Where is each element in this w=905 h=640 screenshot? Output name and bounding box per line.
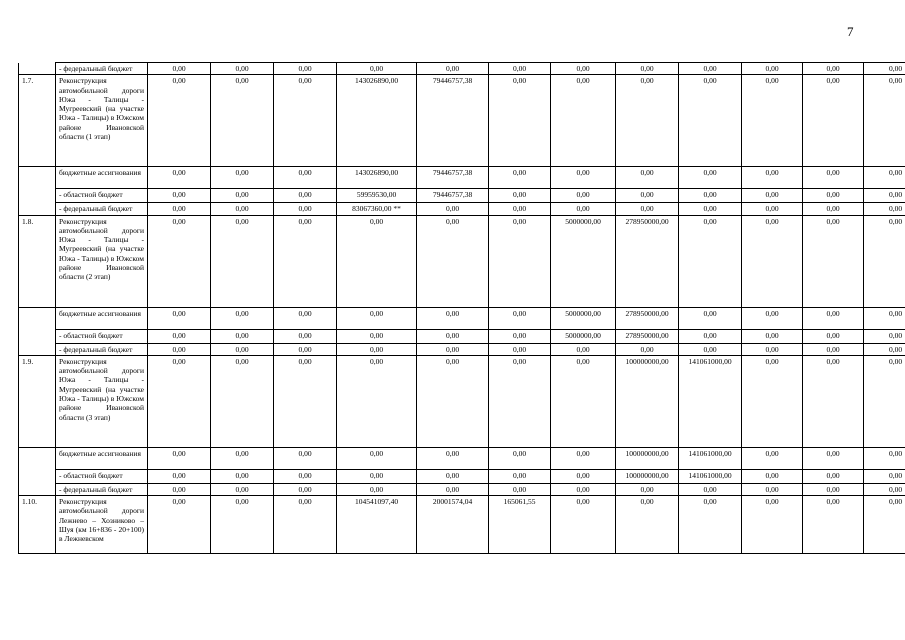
- value-cell: 0,00: [274, 496, 337, 554]
- value-cell: 0,00: [274, 75, 337, 167]
- value-cell: 0,00: [616, 483, 679, 495]
- value-cell: 0,00: [417, 329, 489, 343]
- value-cell: 0,00: [148, 307, 211, 329]
- value-cell: 0,00: [417, 203, 489, 215]
- value-cell: 59959530,00: [337, 189, 417, 203]
- table-row: [19, 203, 905, 215]
- row-index: 1.9.: [19, 355, 56, 447]
- value-cell: 0,00: [489, 189, 551, 203]
- value-cell: 0,00: [148, 75, 211, 167]
- value-cell: 0,00: [616, 75, 679, 167]
- value-cell: 0,00: [864, 329, 905, 343]
- value-cell: 0,00: [551, 167, 616, 189]
- value-cell: 0,00: [742, 355, 803, 447]
- table-row: [19, 189, 905, 203]
- value-cell: 0,00: [337, 483, 417, 495]
- value-cell: 0,00: [148, 496, 211, 554]
- row-label: - федеральный бюджет: [56, 343, 148, 355]
- value-cell: 0,00: [337, 329, 417, 343]
- value-cell: 0,00: [679, 63, 742, 75]
- value-cell: 0,00: [742, 496, 803, 554]
- value-cell: 0,00: [489, 447, 551, 469]
- row-index: [19, 63, 56, 75]
- row-index: [19, 189, 56, 203]
- row-index: [19, 167, 56, 189]
- value-cell: 0,00: [489, 215, 551, 307]
- value-cell: 0,00: [803, 483, 864, 495]
- value-cell: 0,00: [211, 483, 274, 495]
- value-cell: 0,00: [864, 63, 905, 75]
- row-label: Реконструкция автомобильной дороги Южа - Талицы - Мугреевский (на участке Южа - Талицы) в Южском районе Ивановской области (3 этап): [56, 355, 148, 447]
- row-index: [19, 203, 56, 215]
- value-cell: 0,00: [417, 343, 489, 355]
- value-cell: 0,00: [551, 343, 616, 355]
- value-cell: 0,00: [337, 343, 417, 355]
- value-cell: 0,00: [803, 343, 864, 355]
- value-cell: 0,00: [148, 355, 211, 447]
- value-cell: 0,00: [803, 203, 864, 215]
- row-label: Реконструкция автомобильной дороги Южа - Талицы - Мугреевский (на участке Южа - Талицы) в Южском районе Ивановской области (2 этап): [56, 215, 148, 307]
- value-cell: 0,00: [274, 469, 337, 483]
- table-row: [19, 447, 905, 469]
- value-cell: 0,00: [274, 483, 337, 495]
- value-cell: 0,00: [274, 203, 337, 215]
- value-cell: 0,00: [679, 483, 742, 495]
- value-cell: 0,00: [337, 447, 417, 469]
- value-cell: 143026890,00: [337, 75, 417, 167]
- value-cell: 0,00: [489, 343, 551, 355]
- value-cell: 0,00: [551, 355, 616, 447]
- value-cell: 0,00: [864, 447, 905, 469]
- row-index: [19, 329, 56, 343]
- value-cell: 0,00: [417, 307, 489, 329]
- table-row: [19, 215, 905, 307]
- value-cell: 0,00: [679, 75, 742, 167]
- value-cell: 0,00: [211, 307, 274, 329]
- value-cell: 0,00: [274, 307, 337, 329]
- value-cell: 0,00: [211, 343, 274, 355]
- row-label: - федеральный бюджет: [56, 203, 148, 215]
- value-cell: 0,00: [148, 343, 211, 355]
- value-cell: 0,00: [679, 203, 742, 215]
- value-cell: 0,00: [803, 167, 864, 189]
- value-cell: 0,00: [551, 203, 616, 215]
- value-cell: 5000000,00: [551, 329, 616, 343]
- value-cell: 0,00: [211, 189, 274, 203]
- row-index: [19, 447, 56, 469]
- value-cell: 0,00: [274, 355, 337, 447]
- value-cell: 0,00: [417, 447, 489, 469]
- value-cell: 0,00: [742, 343, 803, 355]
- value-cell: 0,00: [679, 215, 742, 307]
- value-cell: 0,00: [211, 329, 274, 343]
- value-cell: 0,00: [742, 63, 803, 75]
- value-cell: 0,00: [742, 483, 803, 495]
- value-cell: 0,00: [616, 189, 679, 203]
- value-cell: 0,00: [489, 329, 551, 343]
- value-cell: 100000000,00: [616, 447, 679, 469]
- value-cell: 0,00: [337, 307, 417, 329]
- value-cell: 0,00: [679, 167, 742, 189]
- value-cell: 79446757,38: [417, 75, 489, 167]
- value-cell: 83067360,00 **: [337, 203, 417, 215]
- value-cell: 0,00: [864, 75, 905, 167]
- value-cell: 0,00: [742, 75, 803, 167]
- value-cell: 5000000,00: [551, 215, 616, 307]
- value-cell: 0,00: [679, 329, 742, 343]
- value-cell: 0,00: [337, 215, 417, 307]
- value-cell: 0,00: [551, 469, 616, 483]
- value-cell: 278950000,00: [616, 329, 679, 343]
- value-cell: 0,00: [211, 355, 274, 447]
- budget-table: [18, 62, 905, 554]
- value-cell: 0,00: [864, 167, 905, 189]
- table-row: [19, 307, 905, 329]
- row-index: [19, 343, 56, 355]
- value-cell: 0,00: [551, 63, 616, 75]
- value-cell: 0,00: [489, 355, 551, 447]
- value-cell: 0,00: [148, 469, 211, 483]
- value-cell: 0,00: [742, 469, 803, 483]
- value-cell: 0,00: [803, 447, 864, 469]
- value-cell: 0,00: [274, 63, 337, 75]
- value-cell: 0,00: [148, 203, 211, 215]
- value-cell: 0,00: [417, 483, 489, 495]
- value-cell: 0,00: [274, 447, 337, 469]
- value-cell: 0,00: [742, 189, 803, 203]
- value-cell: 0,00: [417, 355, 489, 447]
- value-cell: 0,00: [211, 469, 274, 483]
- value-cell: 0,00: [742, 329, 803, 343]
- value-cell: 278950000,00: [616, 307, 679, 329]
- row-label: - федеральный бюджет: [56, 483, 148, 495]
- value-cell: 0,00: [274, 189, 337, 203]
- value-cell: 79446757,38: [417, 189, 489, 203]
- value-cell: 165061,55: [489, 496, 551, 554]
- row-index: 1.8.: [19, 215, 56, 307]
- value-cell: 20001574,04: [417, 496, 489, 554]
- value-cell: 141061000,00: [679, 447, 742, 469]
- row-label: - областной бюджет: [56, 469, 148, 483]
- value-cell: 0,00: [616, 167, 679, 189]
- row-label: бюджетные ассигнования: [56, 307, 148, 329]
- table-row: [19, 75, 905, 167]
- table-row: [19, 355, 905, 447]
- row-index: [19, 483, 56, 495]
- value-cell: 0,00: [148, 329, 211, 343]
- value-cell: 0,00: [864, 355, 905, 447]
- row-label: - федеральный бюджет: [56, 63, 148, 75]
- table-row: [19, 167, 905, 189]
- table-row: [19, 496, 905, 554]
- value-cell: 0,00: [489, 75, 551, 167]
- value-cell: 0,00: [274, 343, 337, 355]
- value-cell: 79446757,38: [417, 167, 489, 189]
- value-cell: 0,00: [211, 63, 274, 75]
- value-cell: 141061000,00: [679, 355, 742, 447]
- row-label: Реконструкция автомобильной дороги Лежнево – Хозниково – Шуя (км 16+836 - 20+100) в Лежневском: [56, 496, 148, 554]
- value-cell: 0,00: [742, 447, 803, 469]
- value-cell: 0,00: [211, 75, 274, 167]
- value-cell: 0,00: [211, 215, 274, 307]
- value-cell: 0,00: [489, 167, 551, 189]
- value-cell: 0,00: [417, 63, 489, 75]
- table-row: [19, 343, 905, 355]
- value-cell: 0,00: [211, 167, 274, 189]
- value-cell: 0,00: [274, 167, 337, 189]
- value-cell: 0,00: [742, 167, 803, 189]
- value-cell: 0,00: [274, 215, 337, 307]
- value-cell: 0,00: [211, 203, 274, 215]
- value-cell: 0,00: [337, 355, 417, 447]
- value-cell: 278950000,00: [616, 215, 679, 307]
- value-cell: 0,00: [274, 329, 337, 343]
- value-cell: 0,00: [864, 496, 905, 554]
- value-cell: 100000000,00: [616, 469, 679, 483]
- value-cell: 0,00: [864, 215, 905, 307]
- value-cell: 0,00: [551, 496, 616, 554]
- value-cell: 0,00: [489, 483, 551, 495]
- value-cell: 0,00: [551, 483, 616, 495]
- value-cell: 0,00: [489, 307, 551, 329]
- value-cell: 0,00: [742, 307, 803, 329]
- value-cell: 141061000,00: [679, 469, 742, 483]
- value-cell: 0,00: [337, 63, 417, 75]
- value-cell: 0,00: [616, 203, 679, 215]
- value-cell: 0,00: [148, 215, 211, 307]
- value-cell: 0,00: [864, 307, 905, 329]
- value-cell: 0,00: [148, 63, 211, 75]
- value-cell: 0,00: [148, 167, 211, 189]
- value-cell: 143026890,00: [337, 167, 417, 189]
- value-cell: 0,00: [551, 189, 616, 203]
- value-cell: 0,00: [864, 469, 905, 483]
- row-index: 1.10.: [19, 496, 56, 554]
- value-cell: 0,00: [679, 307, 742, 329]
- value-cell: 0,00: [679, 496, 742, 554]
- value-cell: 0,00: [616, 496, 679, 554]
- value-cell: 0,00: [679, 189, 742, 203]
- value-cell: 0,00: [489, 203, 551, 215]
- row-label: бюджетные ассигнования: [56, 447, 148, 469]
- value-cell: 104541097,40: [337, 496, 417, 554]
- value-cell: 0,00: [803, 189, 864, 203]
- row-index: [19, 307, 56, 329]
- value-cell: 0,00: [616, 63, 679, 75]
- row-index: [19, 469, 56, 483]
- value-cell: 0,00: [803, 355, 864, 447]
- row-label: - областной бюджет: [56, 329, 148, 343]
- value-cell: 0,00: [864, 343, 905, 355]
- value-cell: 0,00: [148, 447, 211, 469]
- value-cell: 0,00: [551, 447, 616, 469]
- value-cell: 0,00: [417, 215, 489, 307]
- value-cell: 0,00: [803, 329, 864, 343]
- table-row: [19, 469, 905, 483]
- value-cell: 100000000,00: [616, 355, 679, 447]
- value-cell: 0,00: [803, 215, 864, 307]
- value-cell: 0,00: [803, 63, 864, 75]
- value-cell: 0,00: [864, 483, 905, 495]
- value-cell: 0,00: [742, 203, 803, 215]
- value-cell: 0,00: [489, 63, 551, 75]
- value-cell: 0,00: [616, 343, 679, 355]
- table-row: [19, 483, 905, 495]
- value-cell: 0,00: [864, 203, 905, 215]
- value-cell: 0,00: [803, 496, 864, 554]
- value-cell: 0,00: [803, 307, 864, 329]
- table-row: [19, 329, 905, 343]
- row-label: Реконструкция автомобильной дороги Южа - Талицы - Мугреевский (на участке Южа - Талицы) в Южском районе Ивановской области (1 этап): [56, 75, 148, 167]
- value-cell: 0,00: [417, 469, 489, 483]
- value-cell: 0,00: [148, 483, 211, 495]
- value-cell: 0,00: [803, 75, 864, 167]
- row-label: - областной бюджет: [56, 189, 148, 203]
- value-cell: 0,00: [489, 469, 551, 483]
- value-cell: 0,00: [551, 75, 616, 167]
- value-cell: 0,00: [803, 469, 864, 483]
- row-index: 1.7.: [19, 75, 56, 167]
- value-cell: 5000000,00: [551, 307, 616, 329]
- value-cell: 0,00: [742, 215, 803, 307]
- value-cell: 0,00: [679, 343, 742, 355]
- value-cell: 0,00: [864, 189, 905, 203]
- row-label: бюджетные ассигнования: [56, 167, 148, 189]
- value-cell: 0,00: [148, 189, 211, 203]
- value-cell: 0,00: [211, 496, 274, 554]
- table-row: [19, 63, 905, 75]
- page-number: 7: [847, 24, 854, 39]
- value-cell: 0,00: [337, 469, 417, 483]
- value-cell: 0,00: [211, 447, 274, 469]
